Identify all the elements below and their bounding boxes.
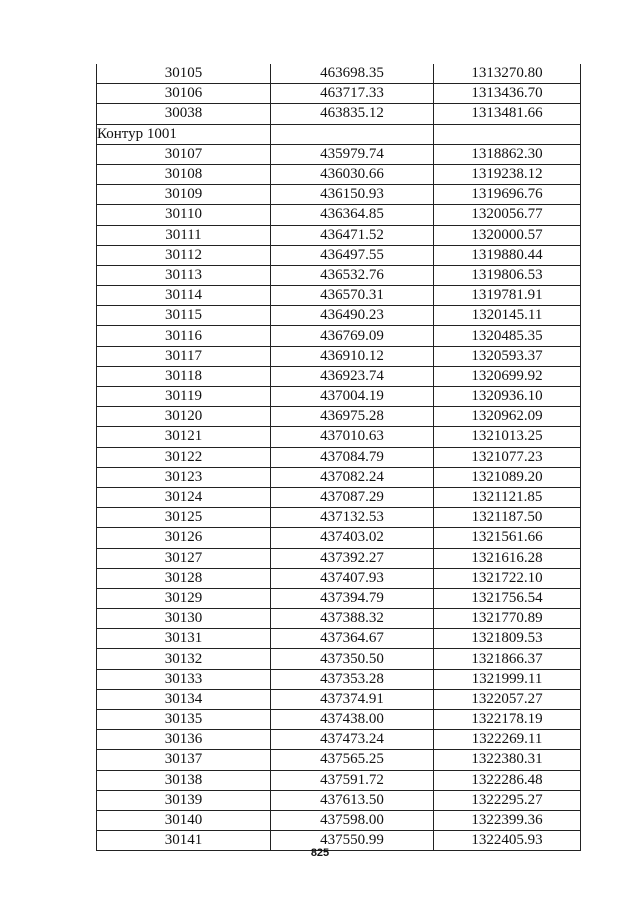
table-row: [97, 164, 581, 184]
x-coordinate-cell: 437388.32: [271, 609, 434, 629]
table-row: [97, 669, 581, 689]
x-coordinate-cell: 437353.28: [271, 669, 434, 689]
point-id-cell: 30107: [97, 144, 271, 164]
x-coordinate-cell: 437132.53: [271, 508, 434, 528]
table-row: [97, 306, 581, 326]
x-coordinate-cell: 436364.85: [271, 205, 434, 225]
table-row: [97, 205, 581, 225]
point-id-cell: 30117: [97, 346, 271, 366]
point-id-cell: 30135: [97, 710, 271, 730]
point-id-cell: 30110: [97, 205, 271, 225]
table-row: [97, 346, 581, 366]
x-coordinate-cell: 437004.19: [271, 387, 434, 407]
table-row: [97, 750, 581, 770]
y-coordinate-cell: 1322399.36: [434, 810, 581, 830]
point-id-cell: 30127: [97, 548, 271, 568]
table-row: [97, 245, 581, 265]
x-coordinate-cell: 437084.79: [271, 447, 434, 467]
point-id-cell: 30139: [97, 790, 271, 810]
point-id-cell: 30129: [97, 588, 271, 608]
y-coordinate-cell: 1321013.25: [434, 427, 581, 447]
x-coordinate-cell: 437394.79: [271, 588, 434, 608]
y-coordinate-cell: 1320593.37: [434, 346, 581, 366]
y-coordinate-cell: 1321999.11: [434, 669, 581, 689]
point-id-cell: 30115: [97, 306, 271, 326]
table-row: [97, 790, 581, 810]
table-row: [97, 629, 581, 649]
y-coordinate-cell: 1320145.11: [434, 306, 581, 326]
x-coordinate-cell: 437407.93: [271, 568, 434, 588]
point-id-cell: 30112: [97, 245, 271, 265]
point-id-cell: 30118: [97, 366, 271, 386]
table-row: [97, 104, 581, 124]
point-id-cell: 30122: [97, 447, 271, 467]
x-coordinate-cell: 437087.29: [271, 487, 434, 507]
point-id-cell: 30120: [97, 407, 271, 427]
x-coordinate-cell: 436975.28: [271, 407, 434, 427]
table-row: [97, 548, 581, 568]
page-number: 825: [310, 847, 330, 859]
y-coordinate-cell: 1313270.80: [434, 64, 581, 84]
y-coordinate-cell: 1320000.57: [434, 225, 581, 245]
x-coordinate-cell: 436497.55: [271, 245, 434, 265]
y-coordinate-cell: 1322380.31: [434, 750, 581, 770]
x-coordinate-cell: 437392.27: [271, 548, 434, 568]
x-coordinate-cell: 436923.74: [271, 366, 434, 386]
y-coordinate-cell: 1322295.27: [434, 790, 581, 810]
x-coordinate-cell: 437403.02: [271, 528, 434, 548]
table-row: [97, 326, 581, 346]
table-row: [97, 810, 581, 830]
table-row: [97, 64, 581, 84]
x-coordinate-cell: 463698.35: [271, 64, 434, 84]
point-id-cell: 30038: [97, 104, 271, 124]
x-coordinate-cell: 437550.99: [271, 831, 434, 851]
point-id-cell: 30116: [97, 326, 271, 346]
table-row: [97, 84, 581, 104]
table-row: [97, 487, 581, 507]
y-coordinate-cell: 1313481.66: [434, 104, 581, 124]
x-coordinate-cell: 437438.00: [271, 710, 434, 730]
table-row: [97, 366, 581, 386]
table-row: [97, 568, 581, 588]
y-coordinate-cell: [434, 124, 581, 144]
point-id-cell: 30126: [97, 528, 271, 548]
x-coordinate-cell: 435979.74: [271, 144, 434, 164]
table-row: [97, 588, 581, 608]
x-coordinate-cell: 436030.66: [271, 164, 434, 184]
x-coordinate-cell: [271, 124, 434, 144]
y-coordinate-cell: 1320699.92: [434, 366, 581, 386]
point-id-cell: 30130: [97, 609, 271, 629]
x-coordinate-cell: 436532.76: [271, 265, 434, 285]
y-coordinate-cell: 1321809.53: [434, 629, 581, 649]
x-coordinate-cell: 436769.09: [271, 326, 434, 346]
table-row: [97, 689, 581, 709]
point-id-cell: 30111: [97, 225, 271, 245]
y-coordinate-cell: 1321722.10: [434, 568, 581, 588]
point-id-cell: 30124: [97, 487, 271, 507]
y-coordinate-cell: 1321089.20: [434, 467, 581, 487]
x-coordinate-cell: 437364.67: [271, 629, 434, 649]
x-coordinate-cell: 437565.25: [271, 750, 434, 770]
x-coordinate-cell: 437350.50: [271, 649, 434, 669]
table-row: [97, 770, 581, 790]
point-id-cell: 30113: [97, 265, 271, 285]
point-id-cell: 30109: [97, 185, 271, 205]
y-coordinate-cell: 1319696.76: [434, 185, 581, 205]
x-coordinate-cell: 436150.93: [271, 185, 434, 205]
y-coordinate-cell: 1320056.77: [434, 205, 581, 225]
x-coordinate-cell: 463717.33: [271, 84, 434, 104]
y-coordinate-cell: 1321121.85: [434, 487, 581, 507]
point-id-cell: 30123: [97, 467, 271, 487]
table-section-row: [97, 124, 581, 144]
point-id-cell: 30125: [97, 508, 271, 528]
table-row: [97, 649, 581, 669]
x-coordinate-cell: 437591.72: [271, 770, 434, 790]
table-row: [97, 609, 581, 629]
x-coordinate-cell: 437010.63: [271, 427, 434, 447]
point-id-cell: 30114: [97, 286, 271, 306]
coordinates-table-body: [97, 64, 581, 851]
x-coordinate-cell: 437598.00: [271, 810, 434, 830]
point-id-cell: 30132: [97, 649, 271, 669]
point-id-cell: 30105: [97, 64, 271, 84]
y-coordinate-cell: 1322178.19: [434, 710, 581, 730]
y-coordinate-cell: 1321756.54: [434, 588, 581, 608]
point-id-cell: 30141: [97, 831, 271, 851]
y-coordinate-cell: 1313436.70: [434, 84, 581, 104]
y-coordinate-cell: 1318862.30: [434, 144, 581, 164]
y-coordinate-cell: 1319880.44: [434, 245, 581, 265]
y-coordinate-cell: 1322405.93: [434, 831, 581, 851]
x-coordinate-cell: 436570.31: [271, 286, 434, 306]
table-row: [97, 528, 581, 548]
table-row: [97, 447, 581, 467]
table-row: [97, 407, 581, 427]
y-coordinate-cell: 1321077.23: [434, 447, 581, 467]
table-row: [97, 286, 581, 306]
y-coordinate-cell: 1322057.27: [434, 689, 581, 709]
x-coordinate-cell: 437082.24: [271, 467, 434, 487]
coordinates-table: [96, 64, 581, 851]
y-coordinate-cell: 1319806.53: [434, 265, 581, 285]
table-row: [97, 225, 581, 245]
contour-label-cell: Контур 1001: [97, 124, 271, 144]
x-coordinate-cell: 437613.50: [271, 790, 434, 810]
x-coordinate-cell: 436910.12: [271, 346, 434, 366]
y-coordinate-cell: 1319781.91: [434, 286, 581, 306]
x-coordinate-cell: 436471.52: [271, 225, 434, 245]
y-coordinate-cell: 1321187.50: [434, 508, 581, 528]
table-row: [97, 144, 581, 164]
x-coordinate-cell: 437473.24: [271, 730, 434, 750]
table-row: [97, 508, 581, 528]
y-coordinate-cell: 1321770.89: [434, 609, 581, 629]
point-id-cell: 30121: [97, 427, 271, 447]
x-coordinate-cell: 436490.23: [271, 306, 434, 326]
table-row: [97, 387, 581, 407]
point-id-cell: 30140: [97, 810, 271, 830]
point-id-cell: 30133: [97, 669, 271, 689]
y-coordinate-cell: 1319238.12: [434, 164, 581, 184]
y-coordinate-cell: 1321866.37: [434, 649, 581, 669]
table-row: [97, 730, 581, 750]
point-id-cell: 30108: [97, 164, 271, 184]
x-coordinate-cell: 463835.12: [271, 104, 434, 124]
y-coordinate-cell: 1321561.66: [434, 528, 581, 548]
table-row: [97, 427, 581, 447]
point-id-cell: 30136: [97, 730, 271, 750]
y-coordinate-cell: 1320485.35: [434, 326, 581, 346]
point-id-cell: 30119: [97, 387, 271, 407]
y-coordinate-cell: 1322269.11: [434, 730, 581, 750]
point-id-cell: 30134: [97, 689, 271, 709]
table-row: [97, 710, 581, 730]
point-id-cell: 30137: [97, 750, 271, 770]
table-row: [97, 185, 581, 205]
y-coordinate-cell: 1320962.09: [434, 407, 581, 427]
x-coordinate-cell: 437374.91: [271, 689, 434, 709]
point-id-cell: 30106: [97, 84, 271, 104]
point-id-cell: 30138: [97, 770, 271, 790]
point-id-cell: 30131: [97, 629, 271, 649]
table-row: [97, 265, 581, 285]
y-coordinate-cell: 1321616.28: [434, 548, 581, 568]
y-coordinate-cell: 1320936.10: [434, 387, 581, 407]
y-coordinate-cell: 1322286.48: [434, 770, 581, 790]
table-row: [97, 467, 581, 487]
point-id-cell: 30128: [97, 568, 271, 588]
